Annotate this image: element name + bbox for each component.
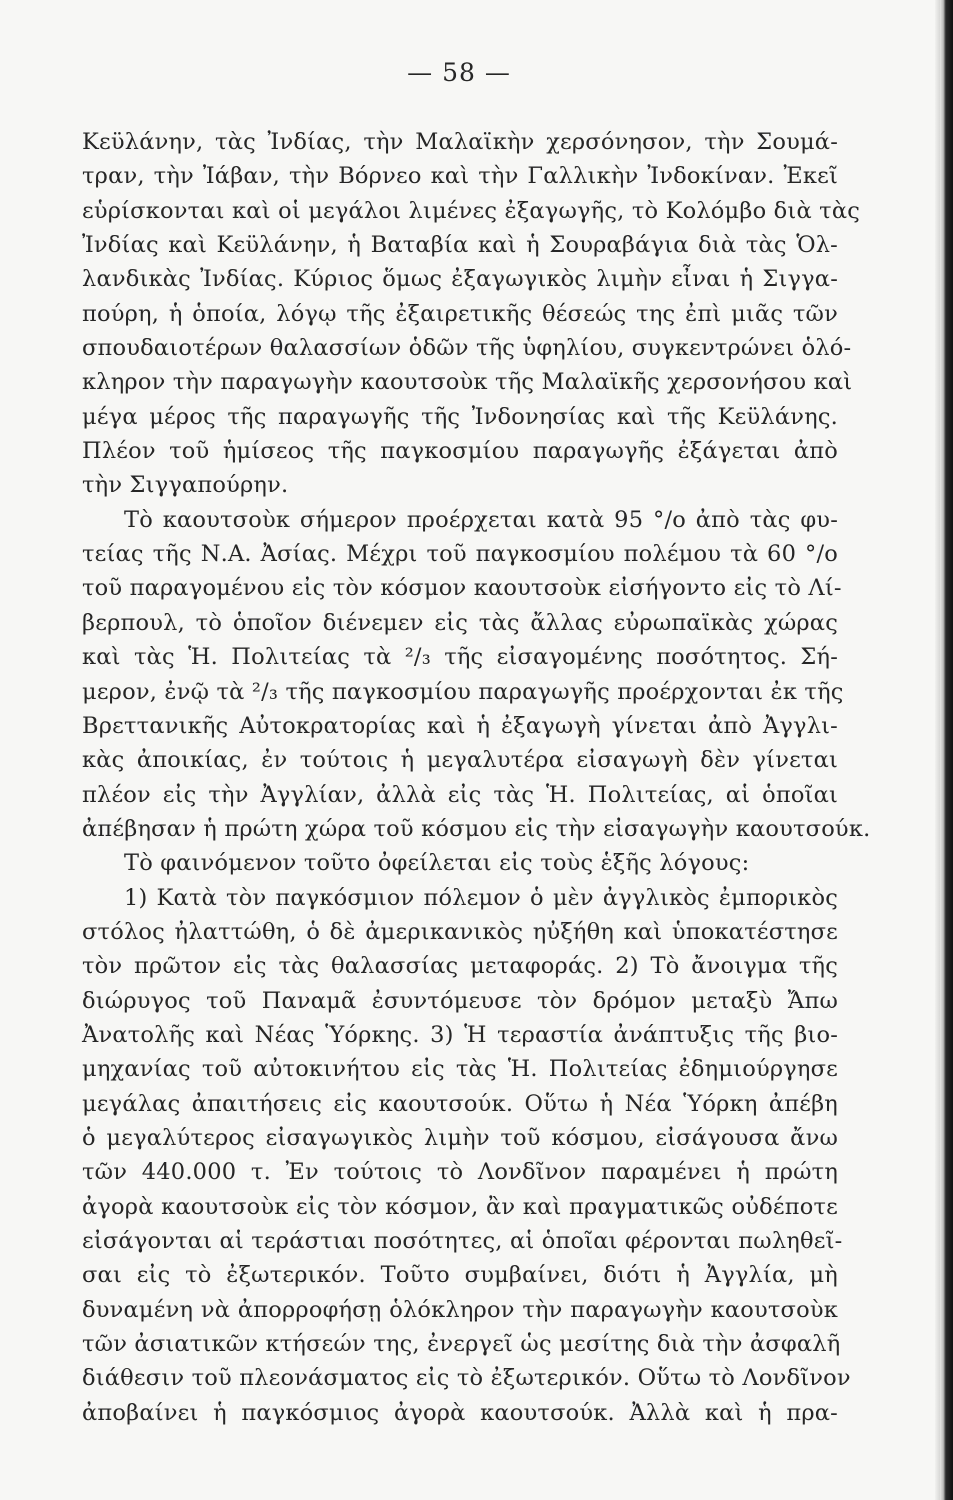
text-line: Ἀνατολῆς καὶ Νέας Ὑόρκης. 3) Ἡ τεραστία ἀνάπτυξις τῆς βιο- — [82, 1021, 838, 1048]
page-binding-edge — [940, 0, 953, 1500]
text-line: Τὸ φαινόμενον τοῦτο ὀφείλεται εἰς τοὺς ἑξῆς λόγους: — [124, 850, 750, 877]
text-line: Τὸ καουτσοὺκ σήμερον προέρχεται κατὰ 95 °/ο ἀπὸ τὰς φυ- — [124, 506, 838, 533]
text-line: βερπουλ, τὸ ὁποῖον διένεμεν εἰς τὰς ἄλλας εὐρωπαϊκὰς χώρας — [82, 609, 838, 636]
text-line: μέγα μέρος τῆς παραγωγῆς τῆς Ἰνδονησίας καὶ τῆς Κεϋλάνης. — [82, 403, 838, 430]
text-line: κὰς ἀποικίας, ἐν τούτοις ἡ μεγαλυτέρα εἰσαγωγὴ δὲν γίνεται — [82, 747, 838, 774]
text-line: μεγάλας ἀπαιτήσεις εἰς καουτσούκ. Οὕτω ἡ Νέα Ὑόρκη ἀπέβη — [82, 1090, 838, 1117]
text-line: διώρυγος τοῦ Παναμᾶ ἐσυντόμευσε τὸν δρόμον μεταξὺ Ἄπω — [82, 987, 838, 1014]
text-line: Βρεττανικῆς Αὐτοκρατορίας καὶ ἡ ἐξαγωγὴ γίνεται ἀπὸ Ἀγγλι- — [82, 712, 838, 739]
page-number: — 58 — — [407, 58, 511, 87]
text-line: λανδικὰς Ἰνδίας. Κύριος ὅμως ἐξαγωγικὸς λιμὴν εἶναι ἡ Σιγγα- — [82, 266, 838, 293]
body-text — [82, 125, 871, 1430]
text-line: ἀπέβησαν ἡ πρώτη χώρα τοῦ κόσμου εἰς τὴν εἰσαγωγὴν καουτσούκ. — [82, 815, 871, 842]
text-line: τραν, τὴν Ἰάβαν, τὴν Βόρνεο καὶ τὴν Γαλλικὴν Ἰνδοκίναν. Ἐκεῖ — [82, 163, 838, 190]
text-line: διάθεσιν τοῦ πλεονάσματος εἰς τὸ ἐξωτερικόν. Οὕτω τὸ Λονδῖνον — [82, 1365, 851, 1392]
text-line: σαι εἰς τὸ ἐξωτερικόν. Τοῦτο συμβαίνει, διότι ἡ Ἀγγλία, μὴ — [82, 1262, 838, 1289]
text-line: τὴν Σιγγαπούρην. — [82, 472, 289, 499]
text-line: τείας τῆς Ν.Α. Ἀσίας. Μέχρι τοῦ παγκοσμίου πολέμου τὰ 60 °/ο — [82, 541, 838, 568]
text-line: τῶν 440.000 τ. Ἐν τούτοις τὸ Λονδῖνον παραμένει ἡ πρώτη — [82, 1159, 838, 1186]
text-line: πούρη, ἡ ὁποία, λόγῳ τῆς ἐξαιρετικῆς θέσεώς της ἐπὶ μιᾶς τῶν — [82, 300, 838, 327]
text-line: Κεϋλάνην, τὰς Ἰνδίας, τὴν Μαλαϊκὴν χερσόνησον, τὴν Σουμά- — [82, 129, 838, 155]
text-line: 1) Κατὰ τὸν παγκόσμιον πόλεμον ὁ μὲν ἀγγλικὸς ἐμπορικὸς — [124, 884, 838, 911]
text-line: ἀγορὰ καουτσοὺκ εἰς τὸν κόσμον, ἂν καὶ πραγματικῶς οὐδέποτε — [82, 1193, 838, 1220]
text-line: εὑρίσκονται καὶ οἱ μεγάλοι λιμένες ἐξαγωγῆς, τὸ Κολόμβο διὰ τὰς — [82, 197, 861, 224]
text-line: εἰσάγονται αἱ τεράστιαι ποσότητες, αἱ ὁποῖαι φέρονται πωληθεῖ- — [82, 1228, 843, 1254]
text-line: τὸν πρῶτον εἰς τὰς θαλασσίας μεταφοράς. 2) Τὸ ἄνοιγμα τῆς — [82, 953, 838, 980]
text-line: πλέον εἰς τὴν Ἀγγλίαν, ἀλλὰ εἰς τὰς Ἡ. Πολιτείας, αἱ ὁποῖαι — [82, 781, 838, 808]
text-line: Πλέον τοῦ ἡμίσεος τῆς παγκοσμίου παραγωγῆς ἐξάγεται ἀπὸ — [82, 438, 838, 465]
text-line: τῶν ἀσιατικῶν κτήσεών της, ἐνεργεῖ ὡς μεσίτης διὰ τὴν ἀσφαλῆ — [82, 1331, 841, 1358]
text-line: τοῦ παραγομένου εἰς τὸν κόσμον καουτσοὺκ εἰσήγοντο εἰς τὸ Λί- — [82, 575, 842, 602]
text-line: στόλος ἠλαττώθη, ὁ δὲ ἀμερικανικὸς ηὐξήθη καὶ ὑποκατέστησε — [82, 918, 838, 945]
text-line: μερον, ἐνῷ τὰ ²/₃ τῆς παγκοσμίου παραγωγῆς προέρχονται ἐκ τῆς — [82, 678, 844, 705]
text-line: Ἰνδίας καὶ Κεϋλάνην, ἡ Βαταβία καὶ ἡ Σουραβάγια διὰ τὰς Ὁλ- — [82, 232, 838, 259]
text-line: σπουδαιοτέρων θαλασσίων ὁδῶν τῆς ὑφηλίου, συγκεντρώνει ὁλό- — [82, 335, 852, 362]
text-line: καὶ τὰς Ἡ. Πολιτείας τὰ ²/₃ τῆς εἰσαγομένης ποσότητος. Σή- — [82, 644, 838, 671]
text-line: μηχανίας τοῦ αὐτοκινήτου εἰς τὰς Ἡ. Πολιτείας ἐδημιούργησε — [82, 1056, 838, 1083]
text-line: ὁ μεγαλύτερος εἰσαγωγικὸς λιμὴν τοῦ κόσμου, εἰσάγουσα ἄνω — [82, 1124, 838, 1151]
text-line: ἀποβαίνει ἡ παγκόσμιος ἀγορὰ καουτσούκ. Ἀλλὰ καὶ ἡ πρα- — [82, 1399, 838, 1426]
text-line: δυναμένη νὰ ἀπορροφήσῃ ὁλόκληρον τὴν παραγωγὴν καουτσοὺκ — [82, 1296, 838, 1323]
text-line: κληρον τὴν παραγωγὴν καουτσοὺκ τῆς Μαλαϊκῆς χερσονήσου καὶ — [82, 369, 853, 396]
